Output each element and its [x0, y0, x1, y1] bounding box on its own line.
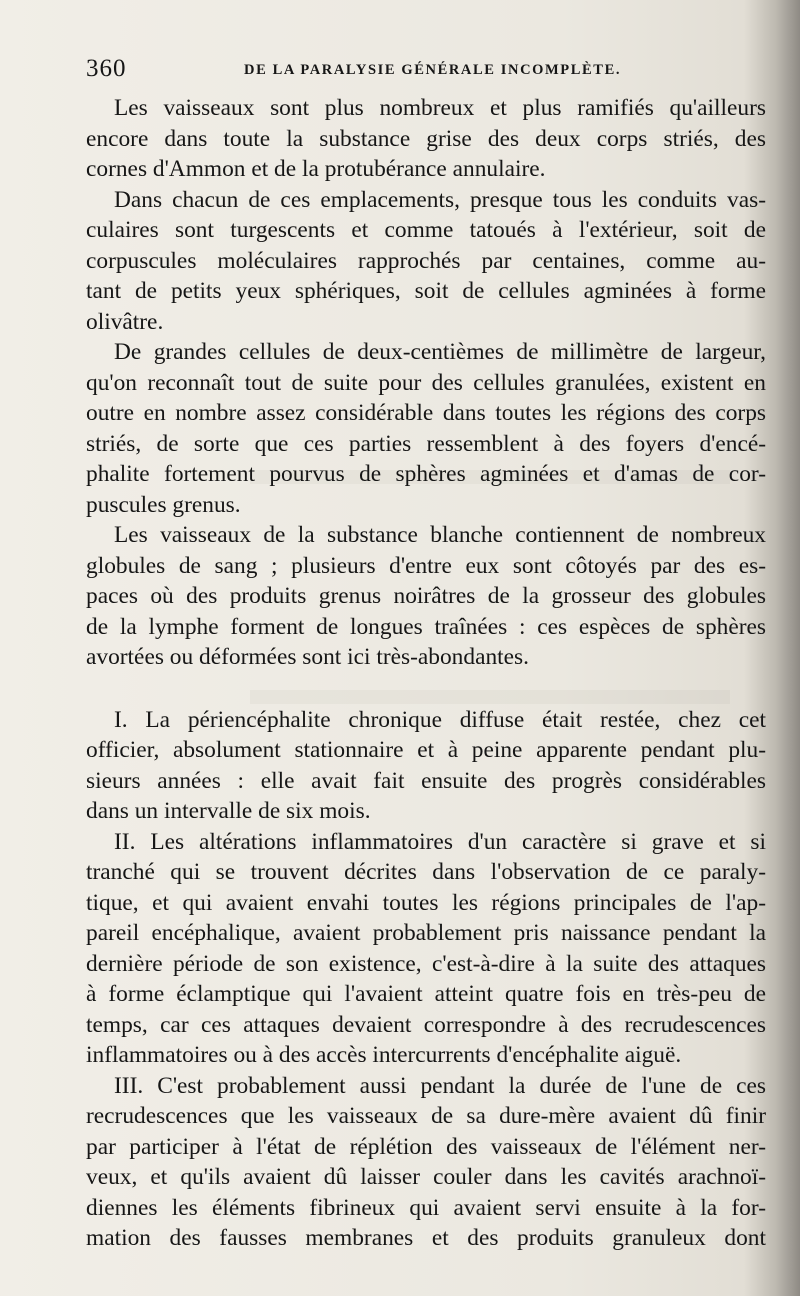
text-line: olivâtre.	[86, 308, 164, 335]
text-line: tranché qui se trouvent décrites dans l'observation de ce paraly-	[86, 859, 766, 885]
text-line: recrudescences que les vaisseaux de sa dure-mère avaient dû finir	[86, 1103, 766, 1129]
text-line: dernière période de son existence, c'est-à-dire à la suite des attaques	[86, 950, 766, 977]
text-line: De grandes cellules de deux-centièmes de millimètre de largeur,	[114, 339, 766, 365]
text-line: II. Les altérations inflammatoires d'un caractère si grave et si	[114, 828, 766, 855]
text-line: phalite fortement pourvus de sphères agminées et d'amas de cor-	[86, 461, 766, 487]
page-header	[86, 55, 776, 85]
text-line: dans un intervalle de six mois.	[86, 798, 371, 824]
text-line: cornes d'Ammon et de la protubérance annulaire.	[86, 156, 546, 182]
text-line: III. C'est probablement aussi pendant la durée de l'une de ces	[114, 1072, 766, 1099]
text-line: temps, car ces attaques devaient correspondre à des recrudescences	[86, 1011, 766, 1038]
text-line: Les vaisseaux de la substance blanche contiennent de nombreux	[114, 522, 766, 548]
text-line: I. La périencéphalite chronique diffuse était restée, chez cet	[114, 706, 766, 733]
text-line: avortées ou déformées sont ici très-abondantes.	[86, 644, 529, 670]
text-line: officier, absolument stationnaire et à peine apparente pendant plu-	[86, 737, 766, 763]
paragraph	[86, 93, 766, 185]
text-line: Dans chacun de ces emplacements, presque tous les conduits vas-	[114, 186, 766, 213]
text-line: pareil encéphalique, avaient probablement pris naissance pendant la	[86, 920, 766, 946]
paragraph	[86, 185, 766, 338]
text-line: encore dans toute la substance grise des deux corps striés, des	[86, 125, 766, 152]
text-line: outre en nombre assez considérable dans toutes les régions des corps	[86, 400, 766, 426]
paragraph	[86, 337, 766, 520]
section-gap	[86, 673, 766, 705]
running-title: DE LA PARALYSIE GÉNÉRALE INCOMPLÈTE.	[244, 62, 622, 78]
text-line: Les vaisseaux sont plus nombreux et plus ramifiés qu'ailleurs	[114, 95, 766, 121]
text-line: à forme éclamptique qui l'avaient atteint quatre fois en très-peu de	[86, 981, 766, 1007]
text-line: sieurs années : elle avait fait ensuite des progrès considérables	[86, 767, 766, 794]
text-line: mation des fausses membranes et des produits granuleux dont	[86, 1225, 766, 1251]
page-number: 360	[86, 55, 127, 82]
text-line: tant de petits yeux sphériques, soit de cellules agminées à forme	[86, 278, 766, 304]
text-line: culaires sont turgescents et comme tatoués à l'extérieur, soit de	[86, 217, 766, 243]
text-line: par participer à l'état de réplétion des vaisseaux de l'élément ner-	[86, 1133, 766, 1160]
text-line: qu'on reconnaît tout de suite pour des cellules granulées, existent en	[86, 369, 766, 396]
text-line: de la lymphe forment de longues traînées : ces espèces de sphères	[86, 613, 766, 640]
paragraph	[86, 1071, 766, 1254]
paragraph	[86, 827, 766, 1071]
text-line: diennes les éléments fibrineux qui avaient servi ensuite à la for-	[86, 1194, 766, 1221]
paragraph	[86, 520, 766, 673]
text-line: globules de sang ; plusieurs d'entre eux sont côtoyés par des es-	[86, 552, 766, 579]
paragraph	[86, 705, 766, 827]
text-line: inflammatoires ou à des accès intercurrents d'encéphalite aiguë.	[86, 1042, 682, 1068]
text-line: corpuscules moléculaires rapprochés par centaines, comme au-	[86, 247, 766, 274]
text-line: veux, et qu'ils avaient dû laisser couler dans les cavités arachnoï-	[86, 1164, 766, 1190]
body-text	[86, 93, 766, 1254]
text-line: puscules grenus.	[86, 491, 241, 518]
text-line: tique, et qui avaient envahi toutes les régions principales de l'ap-	[86, 889, 766, 916]
text-line: paces où des produits grenus noirâtres de la grosseur des globules	[86, 583, 766, 609]
text-line: striés, de sorte que ces parties ressemblent à des foyers d'encé-	[86, 430, 766, 457]
